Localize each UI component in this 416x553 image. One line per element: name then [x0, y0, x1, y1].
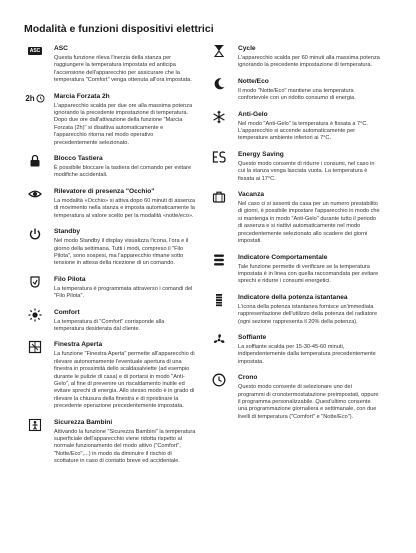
entry-heading: Vacanza [238, 191, 265, 199]
entry-text: La temperatura è programmata attraverso i comandi del "Filo Pilota". [54, 285, 193, 300]
entry-text: È possibile bloccare la tastiera del comando per evitare modifiche accidentali. [54, 165, 192, 179]
left-column [24, 44, 196, 473]
entry-heading: Anti-Gelo [238, 110, 268, 118]
cycle-icon [208, 44, 230, 58]
entry-text: Questa funzione rileva l'inerzia della stanza per raggiungere la temperatura impostata ed anticipa l'accensione dell'apparecchio per assicurare che la temperatura "Comfort" venga ottenuta all'ora impostata. [54, 55, 192, 84]
entry-heading: Energy Saving [238, 150, 284, 158]
entry-heading: Finestra Aperta [54, 341, 103, 349]
open-window-icon [24, 340, 46, 354]
entry-child-lock [24, 418, 196, 466]
entry-cycle [208, 44, 380, 70]
entry-text: Nel modo Standby il display visualizza l'icona, l'ora e il giorno della settimana. Tutti i modi, compreso il "Filo Pilota", sono sospesi, ma l'apparecchio rimane sotto tensione in attesa della ricezione di un comando. [54, 238, 189, 267]
forced-march-text: 2h [25, 94, 35, 104]
entry-eye [24, 187, 196, 220]
entry-text: L'icona della potenza istantanea fornisce un'immediata rappresentazione dell'utilizzo della potenza del radiatore (ogni sezione rappresenta il 20% della potenza). [238, 303, 378, 325]
entry-heading: Filo Pilota [54, 275, 86, 283]
entry-text: Tale funzione permette di verificare se la temperatura impostata è in linea con quella raccomandata per evitare sprechi e ridurre i consumi energetici. [238, 263, 379, 285]
forced-march-2h-icon [24, 92, 46, 106]
entry-heading: Comfort [54, 308, 80, 316]
energy-saving-icon [208, 150, 230, 164]
entry-text: La funzione "Finestra Aperta" permette all'apparecchio di rilevare autonomamente l'eventuale apertura di una finestra in prossimità dello scaldasalviette (ad esempio durante le pulizie di casa) e di portarsi in modo "Anti-Gelo", al fine di prevenire un riscaldamento inutile ed evitare sprechi di energia. Allo stesso modo è in grado di rilevare la chiusura della finestra e di ripristinare la precedente operazione precedentemente impostata. [54, 351, 195, 410]
entry-text: Il modo "Notte/Eco" mantiene una temperatura confortevole con un ridotto consumo di energia. [238, 87, 356, 102]
entry-heading: Rilevatore di presenza "Occhio" [54, 187, 155, 195]
entry-energy-saving [208, 150, 380, 183]
entry-open-window [24, 340, 196, 410]
moon-icon [208, 77, 230, 91]
power-level-icon [208, 293, 230, 307]
right-column [208, 44, 380, 428]
entry-heading: Cycle [238, 45, 256, 52]
entry-standby [24, 227, 196, 268]
entry-heading: Indicatore Comportamentale [238, 253, 328, 261]
asc-badge-text: ASC [29, 48, 41, 54]
entry-text: La modalità «Occhio» si attiva dopo 60 minuti di assenza di movimento nella stanza e imposta automaticamente la temperatura al valore scelto per la modalità «notte/eco». [54, 197, 196, 219]
entry-text: Questo modo consente di selezionare uno dei programmi di cronotermostatazione preimpostati, oppure il programma personalizzabile. Quest'ultimo consente una programmazione giornaliera e settimanale, con due livelli di temperatura ("Comfort" e "Notte/Eco"). [238, 384, 379, 420]
entry-text: Questo modo consente di ridurre i consumi, nel caso in cui la stanza venga lasciata vuota. La temperatura è fissata ai 17°C. [238, 160, 375, 182]
eye-icon [24, 187, 46, 201]
page-title: Modalità e funzioni dispositivi elettrici [24, 23, 214, 35]
entry-text: L'apparecchio scalda per 60 minuti alla massima potenza ignorando la precedente impostazione di temperatura. [238, 55, 380, 69]
entry-text: Attivando la funzione "Sicurezza Bambini" la temperatura superficiale dell'apparecchio viene ridotta rispetto al normale funzionamento del modo attivo ("Comfort", "Notte/Eco",...) in modo da diminuire il rischio di scottature in caso di contatto breve ed accidentale. [54, 428, 196, 465]
entry-heading: Sicurezza Bambini [54, 418, 113, 426]
clock-icon [208, 373, 230, 387]
entry-pilot-wire [24, 275, 196, 301]
entry-night-eco [208, 77, 380, 103]
entry-heading: ASC [54, 45, 68, 52]
entry-heading: Blocco Tastiera [54, 155, 103, 163]
child-lock-icon [24, 418, 46, 432]
entry-crono [208, 373, 380, 421]
entry-heading: Crono [238, 374, 258, 382]
entry-heading: Soffiante [238, 333, 267, 341]
entry-heading: Standby [54, 228, 81, 236]
entry-text: Nel modo "Anti-Gelo" la temperatura è fissata a 7°C. L'apparecchio si accende automaticamente per temperature ambiente inferiori ai 7°C. [238, 120, 368, 142]
entry-text: La temperatura di "Comfort" corrisponde alla temperatura desiderata dal cliente. [54, 318, 165, 332]
entry-heading: Marcia Forzata 2h [54, 92, 110, 100]
entry-blower [208, 333, 380, 366]
entry-anti-frost [208, 110, 380, 143]
entry-forced-march [24, 92, 196, 147]
entry-heading: Notte/Eco [238, 77, 269, 85]
asc-badge-icon [24, 44, 46, 58]
entry-text: Nel caso ci si assenti da casa per un numero prestabilito di giorni, è possibile impostare l'apparecchio in modo che si mantenga in modo "Anti-Gelo" durante tutto il periodo di assenza e si riattivi automaticamente nel modo precedentemente selezionato allo scadere dei giorni impostati. [238, 201, 380, 245]
pilot-wire-icon [24, 275, 46, 289]
behaviour-indicator-icon [208, 253, 230, 267]
entry-comfort [24, 308, 196, 334]
power-icon [24, 227, 46, 241]
blower-icon [208, 333, 230, 347]
suitcase-icon [208, 190, 230, 204]
entry-text: La soffiante scalda per 15-30-45-60 minuti, indipendentemente dalla temperatura precedentemente impostata. [238, 343, 376, 365]
entry-vacation [208, 190, 380, 245]
entry-asc [24, 44, 196, 85]
sun-icon [24, 308, 46, 322]
entry-heading: Indicatore della potenza istantanea [238, 293, 348, 301]
entry-keylock [24, 154, 196, 180]
entry-text: L'apparecchio scalda per due ore alla massima potenza ignorando la precedente impostazione di temperatura. Dopo due ore dall'attivazione della funzione "Marcia Forzata (2h)" si disattiva automaticamente e l'apparecchio ritorna nel modo operativo precedentemente selezionato. [54, 102, 193, 146]
entry-behaviour-indicator [208, 253, 380, 286]
entry-power-indicator [208, 293, 380, 326]
snowflake-icon [208, 110, 230, 124]
keylock-icon [24, 154, 46, 168]
